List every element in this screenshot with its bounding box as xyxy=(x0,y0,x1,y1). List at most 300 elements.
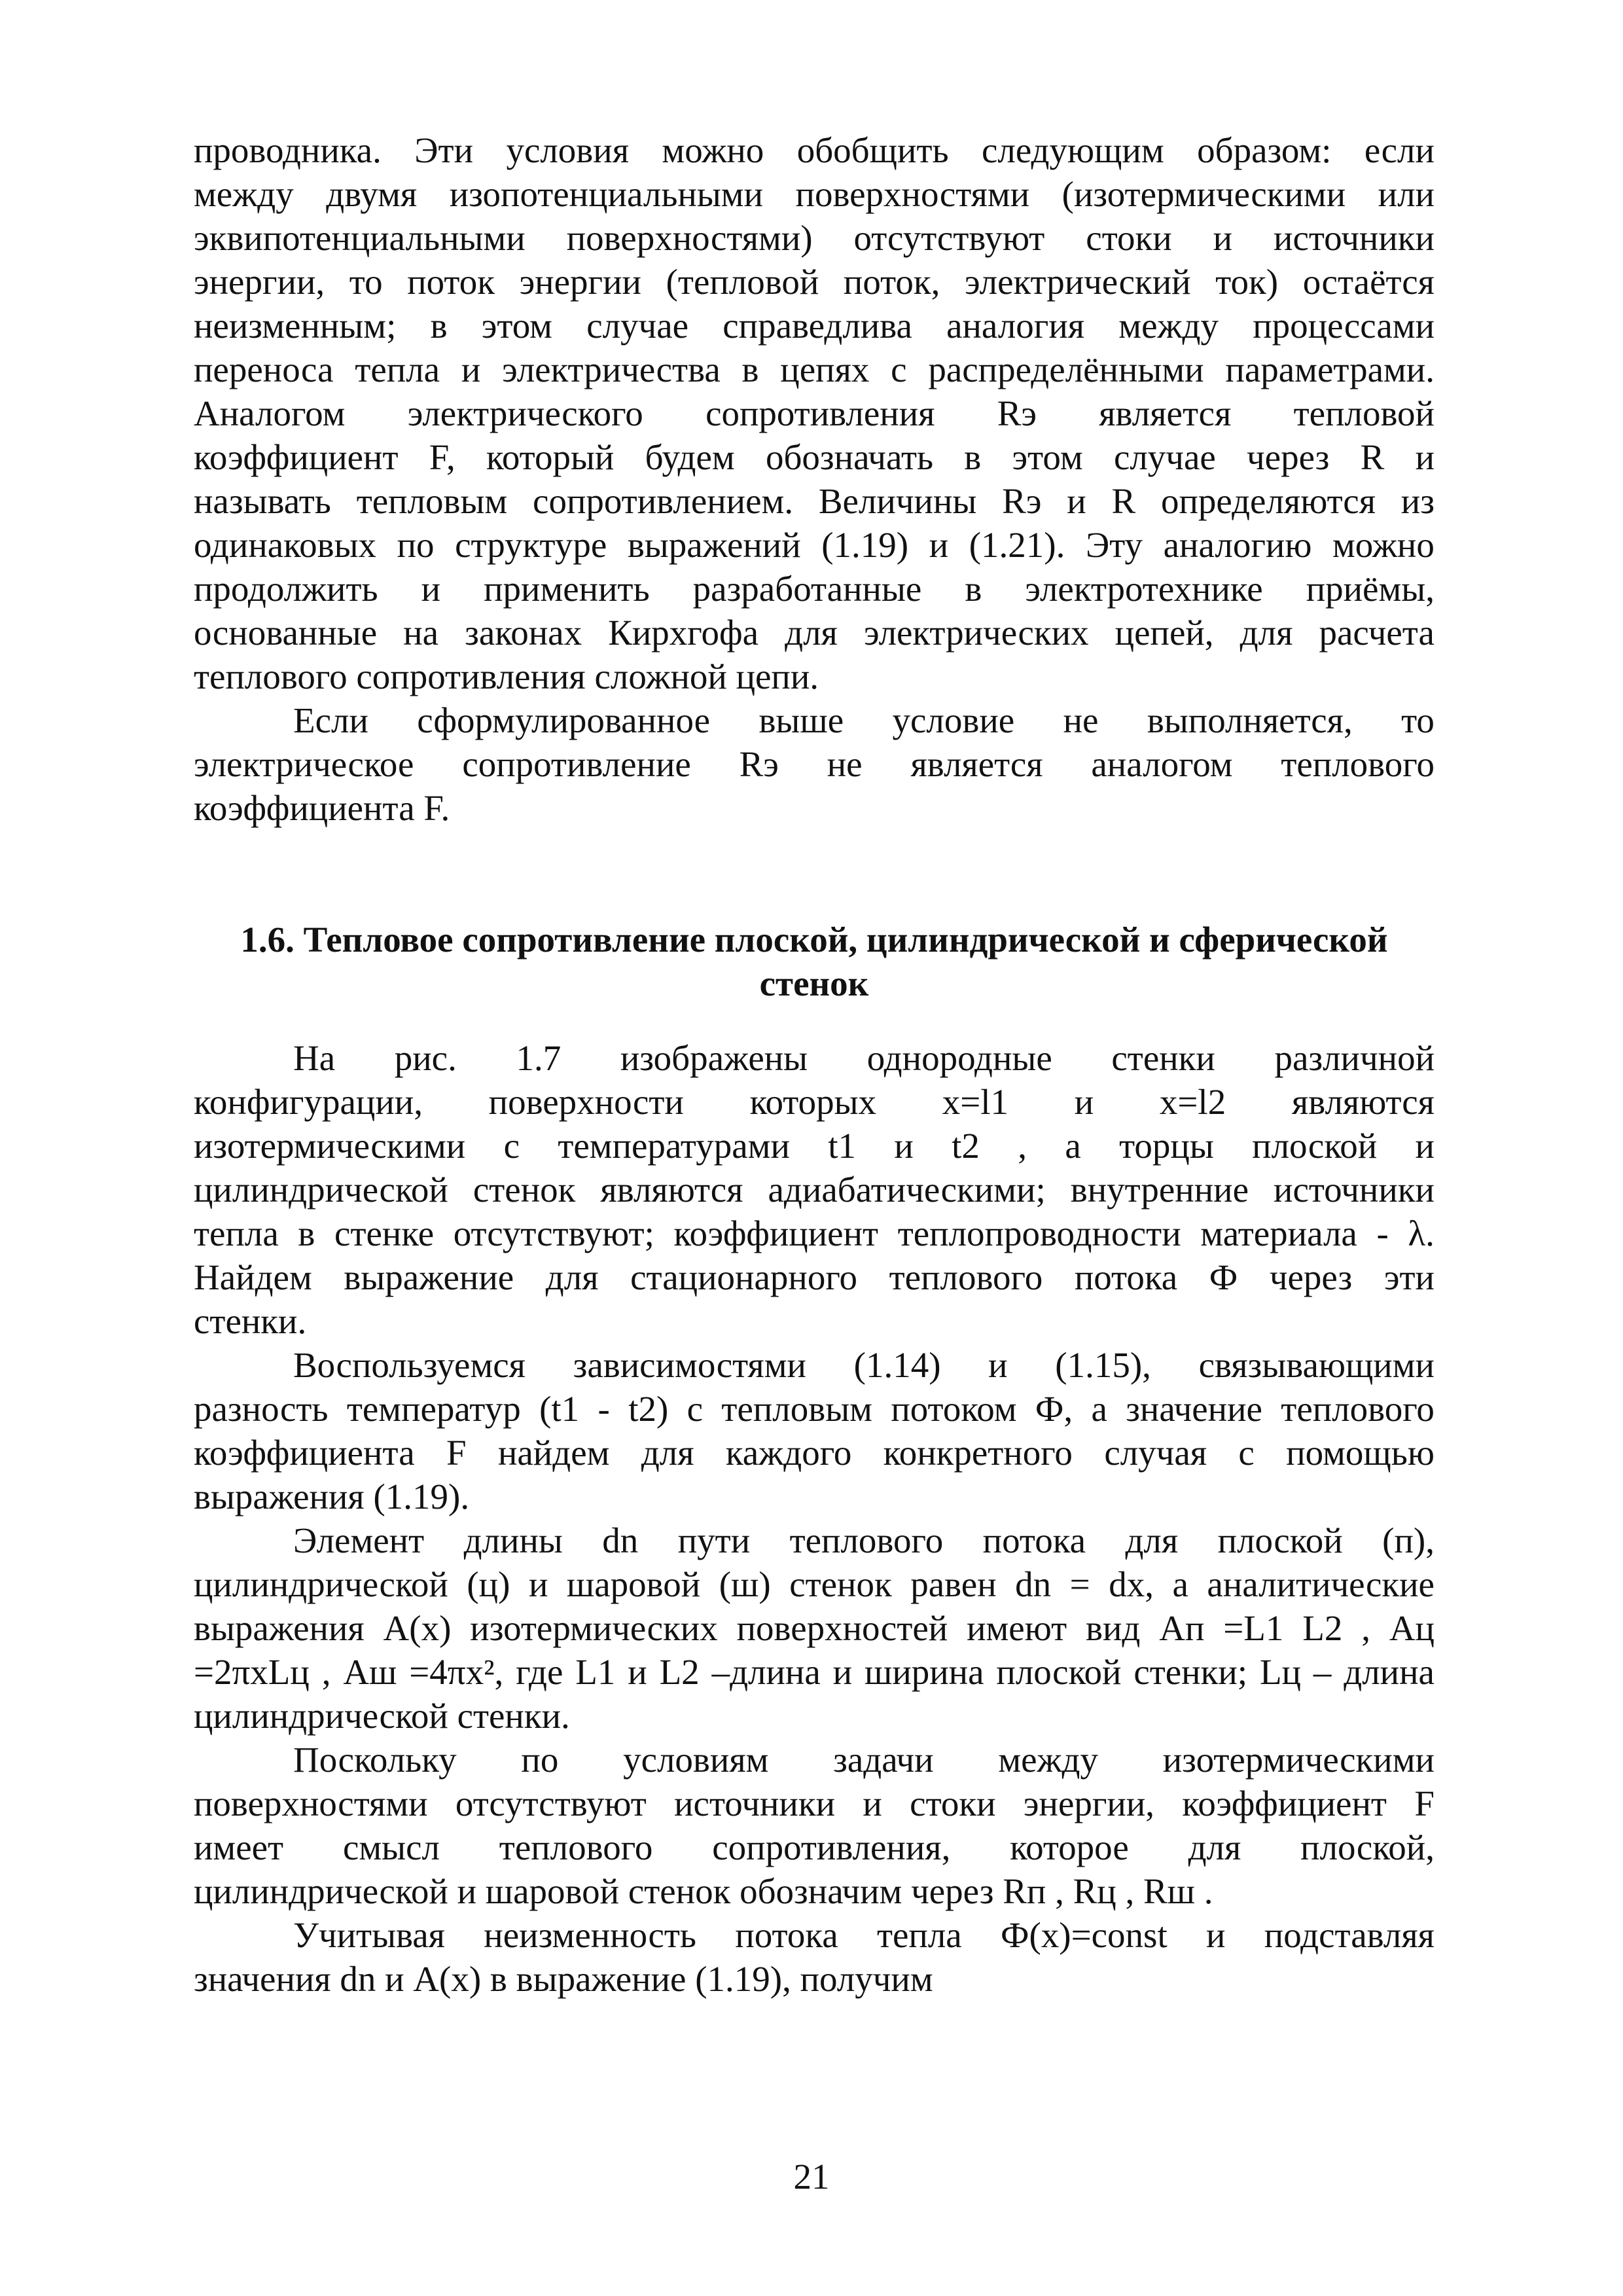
word: двумя xyxy=(326,174,418,214)
word: не xyxy=(827,744,863,784)
text-line xyxy=(194,1913,1435,1957)
word: является xyxy=(910,744,1043,784)
word: поверхностями xyxy=(194,1784,428,1823)
text-line xyxy=(194,742,1435,786)
word: цепей, xyxy=(1115,613,1214,653)
word: –длина xyxy=(711,1652,821,1692)
text-line xyxy=(194,1475,1435,1518)
word: отсутствуют xyxy=(853,218,1045,258)
text-line xyxy=(194,523,1435,567)
paragraph xyxy=(194,1913,1435,2001)
word: теплового xyxy=(1281,1389,1435,1429)
word: которых xyxy=(749,1082,877,1122)
word: тепла xyxy=(355,350,440,389)
word: неизменность xyxy=(484,1915,697,1955)
text-line xyxy=(194,1825,1435,1869)
text-line xyxy=(194,1782,1435,1825)
word: то xyxy=(1401,700,1435,740)
text-line xyxy=(194,786,1435,830)
word: t2 xyxy=(952,1126,980,1166)
word: Найдем xyxy=(194,1257,312,1297)
word: и xyxy=(528,1564,548,1604)
word: обобщить xyxy=(796,130,949,170)
word: Aп xyxy=(1159,1608,1205,1648)
word: цепях xyxy=(780,350,870,389)
word: плоской xyxy=(1217,1520,1343,1560)
word: следующим xyxy=(981,130,1164,170)
word: обозначим xyxy=(740,1871,902,1911)
word: цилиндрической xyxy=(194,1871,448,1911)
word: обозначать xyxy=(765,437,934,477)
word: стенки; xyxy=(1133,1652,1248,1692)
word: Rц xyxy=(1073,1871,1116,1911)
word: теплового xyxy=(889,1257,1043,1297)
word: источники xyxy=(1274,218,1435,258)
text-line xyxy=(194,1738,1435,1782)
text-line xyxy=(194,1387,1435,1431)
word: и xyxy=(385,1959,404,1999)
word: (1.19), xyxy=(695,1959,791,1999)
word: стенки. xyxy=(194,1301,307,1341)
word: равен xyxy=(910,1564,997,1604)
word: через xyxy=(911,1871,994,1911)
word: Ф, xyxy=(1035,1389,1073,1429)
word: сопротивление xyxy=(462,744,691,784)
word: тепловой xyxy=(1293,393,1435,433)
word: Rэ xyxy=(1002,481,1042,521)
word: энергии xyxy=(519,262,641,302)
word: выполняется, xyxy=(1147,700,1353,740)
text-line xyxy=(194,1343,1435,1387)
word: = xyxy=(1069,1564,1090,1604)
text-line xyxy=(194,1211,1435,1255)
word: dn xyxy=(602,1520,639,1560)
word: стенок xyxy=(628,1871,731,1911)
word: коэффициент xyxy=(673,1213,879,1253)
word: теплового xyxy=(194,656,348,696)
word: Rэ xyxy=(739,744,779,784)
word: для xyxy=(785,613,838,653)
text-line xyxy=(194,391,1435,435)
word: если xyxy=(1364,130,1435,170)
paragraph xyxy=(194,1036,1435,1343)
word: и xyxy=(628,1652,647,1692)
word: , xyxy=(1361,1608,1370,1648)
word: источники xyxy=(674,1784,836,1823)
word: и xyxy=(1213,218,1233,258)
word: L1 xyxy=(575,1652,616,1692)
word: F xyxy=(446,1433,467,1473)
text-line xyxy=(194,1299,1435,1343)
word: этом xyxy=(1012,437,1083,477)
word: цилиндрической xyxy=(194,1696,448,1736)
word: рис. xyxy=(394,1038,457,1078)
text-line xyxy=(194,128,1435,172)
word: F. xyxy=(423,788,450,828)
word: определяются xyxy=(1160,481,1376,521)
word: стенки xyxy=(1111,1038,1215,1078)
text-line xyxy=(194,348,1435,391)
word: можно xyxy=(662,130,764,170)
word: и xyxy=(832,1652,853,1692)
word: потока xyxy=(982,1520,1086,1560)
word: между xyxy=(194,174,294,214)
word: стенок xyxy=(789,1564,892,1604)
word: расчета xyxy=(1319,613,1435,653)
word: поток xyxy=(407,262,495,302)
text-line xyxy=(194,567,1435,611)
word: применить xyxy=(484,569,650,609)
word: Rш xyxy=(1143,1871,1196,1911)
word: Ф(x)=const xyxy=(1001,1915,1168,1955)
word: ширина xyxy=(864,1652,984,1692)
word: (1.14) xyxy=(853,1345,941,1385)
word: и xyxy=(988,1345,1008,1385)
word: из xyxy=(1400,481,1435,521)
word: для xyxy=(641,1433,694,1473)
word: адиабатическими; xyxy=(768,1170,1046,1210)
word: Эту xyxy=(1085,525,1143,565)
word: и xyxy=(421,569,441,609)
text-line xyxy=(194,611,1435,655)
word: На xyxy=(293,1038,336,1078)
word: (ц) xyxy=(467,1564,510,1604)
word: разность xyxy=(194,1389,329,1429)
word: dx, xyxy=(1109,1564,1154,1604)
word: (t1 xyxy=(539,1389,580,1429)
word: распределёнными xyxy=(928,350,1204,389)
word: и xyxy=(1415,1126,1435,1166)
text-line xyxy=(194,216,1435,260)
word: электрического xyxy=(407,393,643,433)
word: сложной xyxy=(594,656,727,696)
word: =L1 xyxy=(1223,1608,1284,1648)
page-body xyxy=(194,128,1435,2001)
word: x=l2 xyxy=(1159,1082,1226,1122)
word: и xyxy=(1206,1915,1226,1955)
word: R xyxy=(1360,437,1385,477)
word: каждого xyxy=(725,1433,852,1473)
word: F, xyxy=(429,437,455,477)
word: конфигурации, xyxy=(194,1082,423,1122)
word: выражений xyxy=(627,525,801,565)
word: (1.19) xyxy=(821,525,909,565)
word: параметрами. xyxy=(1225,350,1435,389)
word: потока xyxy=(1074,1257,1178,1297)
word: теплопроводности xyxy=(897,1213,1181,1253)
word: 1.7 xyxy=(516,1038,562,1078)
word: изображены xyxy=(620,1038,808,1078)
word: продолжить xyxy=(194,569,378,609)
word: и xyxy=(457,1871,477,1911)
word: тепла xyxy=(876,1915,962,1955)
text-line xyxy=(194,1957,1435,2001)
paragraph xyxy=(194,1518,1435,1738)
word: ток) xyxy=(1215,262,1279,302)
word: отсутствуют xyxy=(455,1784,647,1823)
heading-line: стенок xyxy=(759,963,869,1003)
word: можно xyxy=(1332,525,1435,565)
word: энергии, xyxy=(194,262,325,302)
word: через xyxy=(1247,437,1330,477)
word: - xyxy=(597,1389,610,1429)
word: F xyxy=(1414,1784,1435,1823)
word: помощью xyxy=(1286,1433,1435,1473)
word: Учитывая xyxy=(293,1915,445,1955)
word: выражения xyxy=(194,1608,365,1648)
word: и xyxy=(1074,1082,1094,1122)
word: для xyxy=(1188,1827,1241,1867)
word: тепловым xyxy=(721,1389,872,1429)
text-line xyxy=(194,1562,1435,1606)
word: электричества xyxy=(502,350,721,389)
word: шаровой xyxy=(566,1564,701,1604)
word: . xyxy=(1204,1871,1213,1911)
word: (1.15), xyxy=(1055,1345,1151,1385)
word: A(x) xyxy=(383,1608,452,1648)
word: внутренние xyxy=(1070,1170,1249,1210)
text-line xyxy=(194,1168,1435,1211)
text-line xyxy=(194,1431,1435,1475)
word: изотермических xyxy=(470,1608,718,1648)
word: для xyxy=(545,1257,599,1297)
word: между xyxy=(1118,306,1219,346)
word: длины xyxy=(463,1520,563,1560)
word: , xyxy=(1125,1871,1135,1911)
word: A(x) xyxy=(413,1959,482,1999)
word: по xyxy=(521,1740,559,1780)
word: а xyxy=(1065,1126,1081,1166)
word: на xyxy=(403,613,439,653)
word: и xyxy=(929,525,949,565)
word: плоской xyxy=(996,1652,1122,1692)
word: значения xyxy=(194,1959,331,1999)
text-line xyxy=(194,479,1435,523)
word: или xyxy=(1378,174,1435,214)
word: с xyxy=(1238,1433,1255,1473)
word: тепла xyxy=(194,1213,279,1253)
word: между xyxy=(998,1740,1099,1780)
word: является xyxy=(1099,393,1232,433)
word: Поскольку xyxy=(293,1740,457,1780)
word: в xyxy=(490,1959,507,1999)
paragraph xyxy=(194,1738,1435,1913)
word: поверхностей xyxy=(736,1608,948,1648)
word: выражение xyxy=(344,1257,514,1297)
word: поток, xyxy=(843,262,940,302)
section-heading xyxy=(194,918,1435,1005)
word: не xyxy=(1063,700,1099,740)
word: t1 xyxy=(828,1126,856,1166)
word: отсутствуют; xyxy=(453,1213,654,1253)
word: =2πxLц xyxy=(194,1652,310,1692)
word: где xyxy=(516,1652,563,1692)
text-line xyxy=(194,1255,1435,1299)
word: электрическое xyxy=(194,744,414,784)
word: сопротивления xyxy=(356,656,586,696)
word: сопротивления xyxy=(705,393,935,433)
word: этом xyxy=(481,306,552,346)
text-line xyxy=(194,698,1435,742)
word: и xyxy=(894,1126,914,1166)
word: в xyxy=(741,350,759,389)
word: случае xyxy=(586,306,689,346)
word: и xyxy=(461,350,481,389)
word: Элемент xyxy=(293,1520,425,1560)
word: поверхностями xyxy=(795,174,1030,214)
word: Кирхгофа xyxy=(608,613,759,653)
text-line xyxy=(194,1606,1435,1650)
text-line xyxy=(194,1518,1435,1562)
word: сформулированное xyxy=(417,700,711,740)
word: сопротивлением. xyxy=(533,481,794,521)
word: структуре xyxy=(455,525,607,565)
word: (тепловой xyxy=(666,262,819,302)
word: проводника. xyxy=(194,130,382,170)
word: Rэ xyxy=(997,393,1037,433)
word: источники xyxy=(1274,1170,1435,1210)
word: неизменным; xyxy=(194,306,397,346)
word: (1.19). xyxy=(373,1477,470,1516)
word: который xyxy=(486,437,615,477)
word: dn xyxy=(1015,1564,1052,1604)
paragraph xyxy=(194,1343,1435,1518)
word: сопротивления, xyxy=(712,1827,951,1867)
word: Эти xyxy=(414,130,474,170)
word: шаровой xyxy=(485,1871,620,1911)
word: dn xyxy=(340,1959,376,1999)
word: Величины xyxy=(818,481,977,521)
word: (1.21). xyxy=(969,525,1065,565)
word: потоком xyxy=(891,1389,1017,1429)
word: выше xyxy=(758,700,844,740)
word: в xyxy=(430,306,448,346)
word: являются xyxy=(1291,1082,1435,1122)
word: Aц xyxy=(1389,1608,1435,1648)
page-number: 21 xyxy=(793,2157,830,2197)
word: с xyxy=(891,350,907,389)
text-line xyxy=(194,1694,1435,1738)
word: то xyxy=(349,262,383,302)
word: плоской xyxy=(1252,1126,1378,1166)
word: конкретного xyxy=(883,1433,1073,1473)
word: энергии, xyxy=(1023,1784,1155,1823)
word: потока xyxy=(735,1915,838,1955)
word: цепи. xyxy=(736,656,819,696)
word: переноса xyxy=(194,350,334,389)
word: остаётся xyxy=(1302,262,1435,302)
word: условия xyxy=(506,130,629,170)
word: стационарного xyxy=(630,1257,858,1297)
word: t2) xyxy=(628,1389,669,1429)
word: электрический xyxy=(965,262,1191,302)
word: которое xyxy=(1010,1827,1129,1867)
word: Ф xyxy=(1209,1257,1238,1297)
word: однородные xyxy=(866,1038,1052,1078)
paragraph xyxy=(194,128,1435,698)
word: в xyxy=(965,569,982,609)
word: , xyxy=(1055,1871,1064,1911)
word: условие xyxy=(892,700,1015,740)
word: различной xyxy=(1274,1038,1435,1078)
word: разработанные xyxy=(692,569,922,609)
word: Rп xyxy=(1003,1871,1046,1911)
word: коэффициента xyxy=(194,788,415,828)
word: одинаковых xyxy=(194,525,377,565)
word: образом: xyxy=(1197,130,1332,170)
word: x=l1 xyxy=(942,1082,1009,1122)
word: цилиндрической xyxy=(194,1564,448,1604)
word: случае xyxy=(1113,437,1216,477)
word: =4πx², xyxy=(409,1652,504,1692)
word: в xyxy=(964,437,982,477)
word: вид xyxy=(1085,1608,1141,1648)
word: в xyxy=(298,1213,315,1253)
word: изотермическими xyxy=(1162,1740,1435,1780)
word: называть xyxy=(194,481,331,521)
word: L2 xyxy=(659,1652,700,1692)
word: по xyxy=(397,525,435,565)
word: связывающими xyxy=(1198,1345,1435,1385)
word: пути xyxy=(677,1520,751,1560)
word: подставляя xyxy=(1264,1915,1435,1955)
word: с xyxy=(503,1126,520,1166)
word: получим xyxy=(800,1959,933,1999)
word: (п), xyxy=(1382,1520,1435,1560)
word: поверхности xyxy=(488,1082,684,1122)
word: , xyxy=(321,1652,331,1692)
word: эти xyxy=(1383,1257,1435,1297)
word: материала xyxy=(1200,1213,1357,1253)
word: теплового xyxy=(499,1827,653,1867)
word: через xyxy=(1269,1257,1353,1297)
word: стоки xyxy=(910,1784,996,1823)
word: коэффициента xyxy=(194,1433,415,1473)
word: условиям xyxy=(623,1740,769,1780)
word: аналитические xyxy=(1207,1564,1435,1604)
paragraph xyxy=(194,698,1435,830)
word: R xyxy=(1111,481,1136,521)
word: тепловым xyxy=(356,481,508,521)
word: для xyxy=(1125,1520,1179,1560)
word: стенке xyxy=(334,1213,435,1253)
word: законах xyxy=(465,613,582,653)
word: будем xyxy=(645,437,735,477)
word: температурами xyxy=(558,1126,790,1166)
word: зависимостями xyxy=(573,1345,806,1385)
word: найдем xyxy=(497,1433,610,1473)
word: изотермическими xyxy=(194,1126,466,1166)
word: цилиндрической xyxy=(194,1170,448,1210)
word: температур xyxy=(346,1389,521,1429)
word: основанные xyxy=(194,613,378,653)
word: а xyxy=(1172,1564,1188,1604)
word: электрических xyxy=(863,613,1089,653)
text-line xyxy=(194,655,1435,698)
word: коэффициент xyxy=(1182,1784,1387,1823)
word: справедлива xyxy=(722,306,912,346)
word: и xyxy=(1415,437,1435,477)
word: (ш) xyxy=(719,1564,771,1604)
heading-line: 1.6. Тепловое сопротивление плоской, цилиндрической и сферической xyxy=(240,920,1388,960)
word: теплового xyxy=(1281,744,1435,784)
word: задачи xyxy=(833,1740,934,1780)
text-line xyxy=(194,1036,1435,1080)
word: выражения xyxy=(194,1477,365,1516)
word: Lц xyxy=(1259,1652,1301,1692)
word: - xyxy=(1376,1213,1389,1253)
word: электротехнике xyxy=(1025,569,1263,609)
